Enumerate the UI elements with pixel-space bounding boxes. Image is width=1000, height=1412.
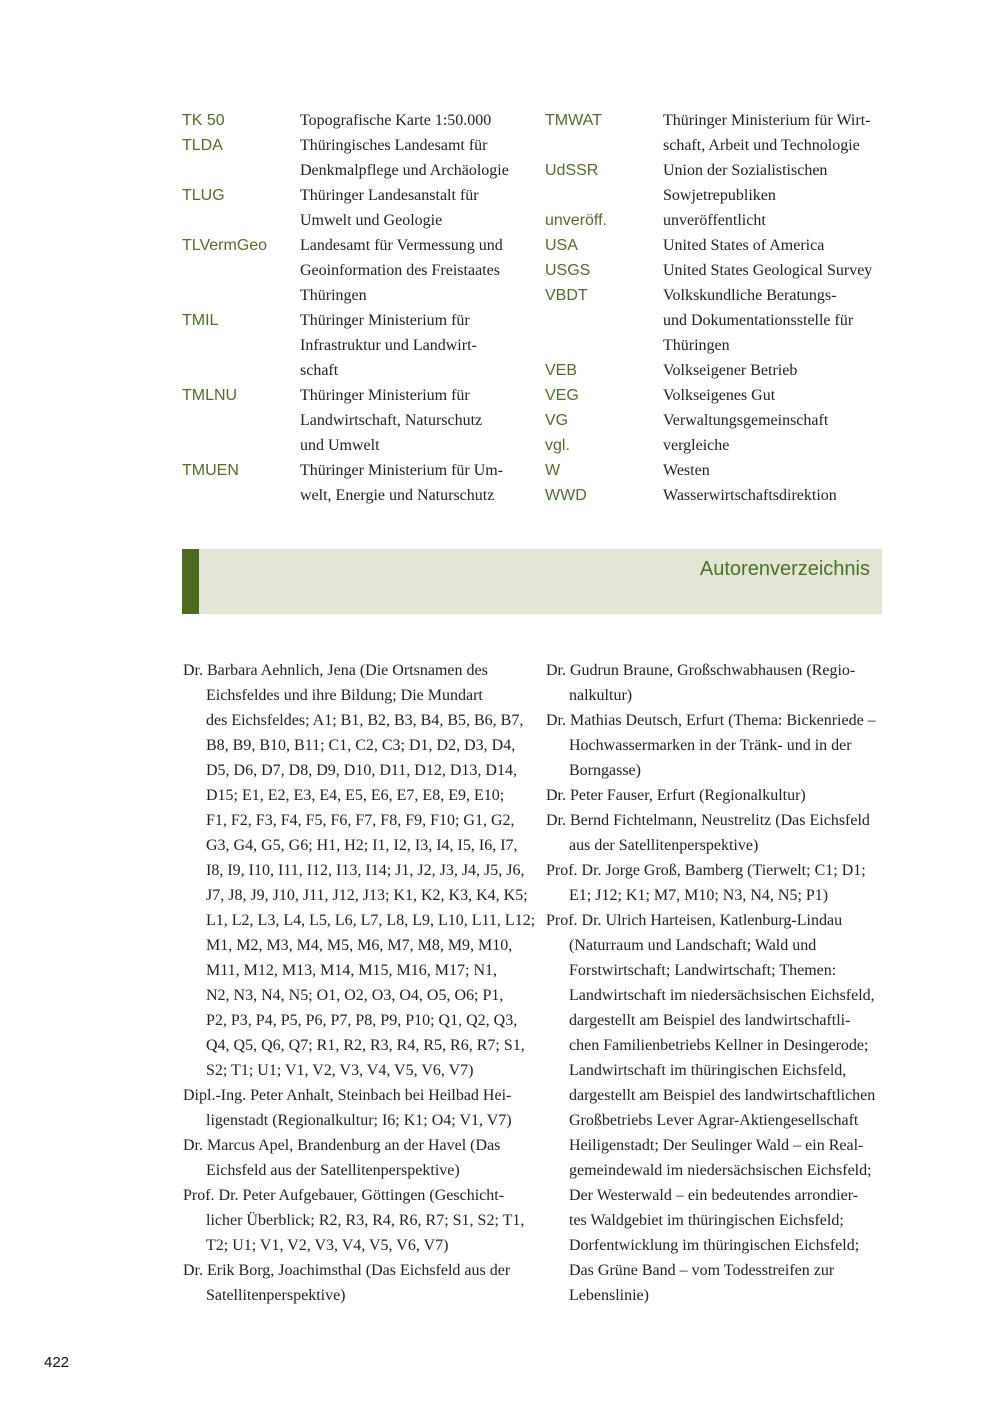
author-entry-line: D15; E1, E2, E3, E4, E5, E6, E7, E8, E9, E10;	[206, 787, 505, 804]
author-entry-line: Dr. Erik Borg, Joachimsthal (Das Eichsfeld aus der	[183, 1262, 511, 1279]
author-entry-line: Großbetriebs Lever Agrar-Aktiengesellschaft	[569, 1112, 859, 1129]
abbreviation-row	[545, 158, 890, 208]
author-entry-line: Dr. Marcus Apel, Brandenburg an der Havel (Das	[183, 1137, 501, 1154]
author-entry-line: Q4, Q5, Q6, Q7; R1, R2, R3, R4, R5, R6, R7; S1,	[206, 1037, 525, 1054]
author-entry-line: (Naturraum und Landschaft; Wald und	[569, 937, 817, 954]
author-entry-line: Satellitenperspektive)	[206, 1287, 346, 1304]
abbreviation-key: UdSSR	[545, 162, 599, 179]
abbreviation-meaning	[300, 458, 527, 508]
author-entry-line: D5, D6, D7, D8, D9, D10, D11, D12, D13, D14,	[206, 762, 517, 779]
abbreviation-row	[545, 458, 890, 483]
author-entry-line: L1, L2, L3, L4, L5, L6, L7, L8, L9, L10, L11, L12;	[206, 912, 536, 929]
author-entry-line: T2; U1; V1, V2, V3, V4, V5, V6, V7)	[206, 1237, 449, 1254]
abbreviation-meaning-line: Thüringer Ministerium für Um-	[300, 462, 504, 479]
author-entry-line: G3, G4, G5, G6; H1, H2; I1, I2, I3, I4, I5, I6, I7,	[206, 837, 518, 854]
author-entry-line: I8, I9, I10, I11, I12, I13, I14; J1, J2, J3, J4, J5, J6,	[206, 862, 525, 879]
author-entry-line: Lebenslinie)	[569, 1287, 649, 1304]
abbreviation-meaning-line: vergleiche	[663, 437, 730, 454]
abbreviation-meaning-line: und Umwelt	[300, 437, 380, 454]
abbreviation-meaning-line: Geoinformation des Freistaates	[300, 262, 500, 279]
author-entry-line: Dipl.-Ing. Peter Anhalt, Steinbach bei Heilbad Hei-	[183, 1087, 512, 1104]
abbreviation-meaning	[663, 258, 890, 283]
author-entry-line: B8, B9, B10, B11; C1, C2, C3; D1, D2, D3, D4,	[206, 737, 516, 754]
abbreviation-meaning-line: welt, Energie und Naturschutz	[300, 487, 495, 504]
author-entry	[546, 808, 891, 858]
abbreviation-key: TLVermGeo	[182, 237, 268, 254]
abbreviation-row	[545, 258, 890, 283]
abbreviation-meaning-line: Westen	[663, 462, 710, 479]
abbreviation-meaning-line: und Dokumentationsstelle für	[663, 312, 854, 329]
abbreviation-row	[182, 183, 527, 233]
author-entry-line: M1, M2, M3, M4, M5, M6, M7, M8, M9, M10,	[206, 937, 513, 954]
author-entry-line: Der Westerwald – ein bedeutendes arrondier-	[569, 1187, 859, 1204]
author-entry-line: Dr. Bernd Fichtelmann, Neustrelitz (Das Eichsfeld	[546, 812, 870, 829]
abbreviation-meaning-line: United States of America	[663, 237, 825, 254]
abbreviation-meaning	[663, 208, 890, 233]
author-entry-line: aus der Satellitenperspektive)	[569, 837, 759, 854]
author-entry-line: Heiligenstadt; Der Seulinger Wald – ein Real-	[569, 1137, 864, 1154]
section-heading-accent	[182, 549, 199, 614]
abbreviations-left-column	[182, 108, 527, 508]
abbreviation-key: VG	[545, 412, 569, 429]
author-entry	[546, 783, 891, 808]
abbreviation-meaning-line: schaft	[300, 362, 339, 379]
author-entry-line: dargestellt am Beispiel des landwirtschaftli-	[569, 1012, 851, 1029]
abbreviation-meaning-line: Volkseigener Betrieb	[663, 362, 798, 379]
author-entry	[183, 1133, 528, 1183]
abbreviation-row	[545, 483, 890, 508]
abbreviation-key: VEG	[545, 387, 579, 404]
abbreviation-key: WWD	[545, 487, 587, 504]
abbreviation-meaning-line: Thüringen	[300, 287, 367, 304]
author-entry-line: nalkultur)	[569, 687, 633, 704]
author-entry-line: F1, F2, F3, F4, F5, F6, F7, F8, F9, F10; G1, G2,	[206, 812, 515, 829]
abbreviation-key: TMUEN	[182, 462, 239, 479]
abbreviation-meaning-line: Landesamt für Vermessung und	[300, 237, 503, 254]
abbreviation-meaning	[663, 433, 890, 458]
abbreviation-meaning	[300, 108, 527, 133]
abbreviation-key: VBDT	[545, 287, 588, 304]
abbreviation-key: W	[545, 462, 561, 479]
author-entry-line: licher Überblick; R2, R3, R4, R6, R7; S1, S2; T1,	[206, 1212, 525, 1229]
abbreviation-meaning	[300, 183, 527, 233]
abbreviation-key: VEB	[545, 362, 578, 379]
abbreviation-meaning	[663, 358, 890, 383]
author-entry-line: gemeindewald im niedersächsischen Eichsfeld;	[569, 1162, 872, 1179]
abbreviation-key: TK 50	[182, 112, 225, 129]
abbreviation-row	[182, 233, 527, 308]
abbreviation-meaning-line: Verwaltungsgemeinschaft	[663, 412, 829, 429]
abbreviation-meaning-line: Thüringer Ministerium für Wirt-	[663, 112, 871, 129]
abbreviation-meaning-line: Denkmalpflege und Archäologie	[300, 162, 509, 179]
abbreviation-meaning	[300, 308, 527, 383]
abbreviation-meaning	[663, 233, 890, 258]
page-number: 422	[44, 1354, 70, 1371]
abbreviation-meaning-line: Topografische Karte 1:50.000	[300, 112, 492, 129]
abbreviation-row	[545, 283, 890, 358]
abbreviation-row	[545, 208, 890, 233]
abbreviation-row	[182, 458, 527, 508]
author-entry-line: des Eichsfeldes; A1; B1, B2, B3, B4, B5, B6, B7,	[206, 712, 524, 729]
abbreviation-meaning-line: Volkskundliche Beratungs-	[663, 287, 837, 304]
author-entry-line: Landwirtschaft im thüringischen Eichsfeld,	[569, 1062, 847, 1079]
abbreviation-key: TMIL	[182, 312, 219, 329]
abbreviation-key: TMLNU	[182, 387, 238, 404]
abbreviation-row	[545, 408, 890, 433]
author-entry-line: Dorfentwicklung im thüringischen Eichsfeld;	[569, 1237, 860, 1254]
abbreviation-meaning	[300, 383, 527, 458]
abbreviation-key: vgl.	[545, 437, 570, 454]
author-entry	[546, 858, 891, 908]
abbreviation-row	[545, 108, 890, 158]
abbreviation-row	[182, 383, 527, 458]
abbreviation-meaning-line: unveröffentlicht	[663, 212, 766, 229]
abbreviation-meaning-line: Wasserwirtschaftsdirektion	[663, 487, 837, 504]
author-entry-line: Landwirtschaft im niedersächsischen Eichsfeld,	[569, 987, 875, 1004]
abbreviation-row	[545, 383, 890, 408]
author-entry-line: Dr. Gudrun Braune, Großschwabhausen (Regio-	[546, 662, 856, 679]
author-entry-line: J7, J8, J9, J10, J11, J12, J13; K1, K2, K3, K4, K5;	[206, 887, 528, 904]
abbreviation-row	[182, 133, 527, 183]
author-entry-line: chen Familienbetriebs Kellner in Desingerode;	[569, 1037, 869, 1054]
author-entry-line: Das Grüne Band – vom Todesstreifen zur	[569, 1262, 835, 1279]
author-entry-line: Borngasse)	[569, 762, 641, 779]
abbreviation-meaning-line: Thüringen	[663, 337, 730, 354]
abbreviation-meaning-line: Thüringer Ministerium für	[300, 312, 470, 329]
abbreviation-meaning	[663, 383, 890, 408]
abbreviation-meaning	[663, 108, 890, 158]
abbreviation-row	[545, 433, 890, 458]
abbreviation-row	[545, 233, 890, 258]
authors-left-column	[183, 658, 536, 1308]
abbreviation-meaning-line: Landwirtschaft, Naturschutz	[300, 412, 483, 429]
section-heading-bar	[182, 549, 882, 614]
abbreviation-key: USA	[545, 237, 578, 254]
authors-right-column	[546, 658, 891, 1308]
author-entry-line: S2; T1; U1; V1, V2, V3, V4, V5, V6, V7)	[206, 1062, 474, 1079]
abbreviation-row	[545, 358, 890, 383]
author-entry-line: M11, M12, M13, M14, M15, M16, M17; N1,	[206, 962, 497, 979]
abbreviation-meaning	[663, 283, 890, 358]
abbreviation-meaning-line: Umwelt und Geologie	[300, 212, 443, 229]
author-entry-line: Prof. Dr. Peter Aufgebauer, Göttingen (Geschicht-	[183, 1187, 505, 1204]
author-entry	[183, 1083, 528, 1133]
abbreviation-meaning-line: Volkseigenes Gut	[663, 387, 776, 404]
abbreviation-meaning-line: schaft, Arbeit und Technologie	[663, 137, 860, 154]
author-entry-line: Dr. Barbara Aehnlich, Jena (Die Ortsnamen des	[183, 662, 488, 679]
author-entry-line: tes Waldgebiet im thüringischen Eichsfeld;	[569, 1212, 844, 1229]
abbreviation-meaning-line: Sowjetrepubliken	[663, 187, 776, 204]
abbreviation-meaning-line: Infrastruktur und Landwirt-	[300, 337, 477, 354]
abbreviations-right-column	[545, 108, 890, 508]
abbreviation-meaning	[300, 133, 527, 183]
abbreviation-key: USGS	[545, 262, 591, 279]
author-entry	[546, 658, 891, 708]
abbreviation-key: TLUG	[182, 187, 225, 204]
author-entry-line: E1; J12; K1; M7, M10; N3, N4, N5; P1)	[569, 887, 829, 904]
abbreviation-key: TLDA	[182, 137, 223, 154]
author-entry-line: Hochwassermarken in der Tränk- und in der	[569, 737, 852, 754]
abbreviation-meaning	[300, 233, 527, 308]
abbreviation-meaning	[663, 158, 890, 208]
author-entry	[183, 658, 536, 1083]
abbreviation-meaning	[663, 408, 890, 433]
author-entry-line: Dr. Peter Fauser, Erfurt (Regionalkultur)	[546, 787, 806, 804]
author-entry-line: Eichsfeldes und ihre Bildung; Die Mundart	[206, 687, 483, 704]
author-entry	[183, 1258, 528, 1308]
author-entry-line: Eichsfeld aus der Satellitenperspektive)	[206, 1162, 460, 1179]
abbreviation-meaning-line: United States Geological Survey	[663, 262, 873, 279]
abbreviation-key: unveröff.	[545, 212, 607, 229]
author-entry	[183, 1183, 528, 1258]
abbreviation-meaning-line: Union der Sozialistischen	[663, 162, 828, 179]
author-entry-line: Forstwirtschaft; Landwirtschaft; Themen:	[569, 962, 837, 979]
abbreviation-meaning	[663, 483, 890, 508]
abbreviation-meaning-line: Thüringer Landesanstalt für	[300, 187, 479, 204]
author-entry	[546, 708, 891, 783]
author-entry-line: Prof. Dr. Ulrich Harteisen, Katlenburg-Lindau	[546, 912, 843, 929]
author-entry-line: Dr. Mathias Deutsch, Erfurt (Thema: Bickenriede –	[546, 712, 876, 729]
author-entry-line: Prof. Dr. Jorge Groß, Bamberg (Tierwelt; C1; D1;	[546, 862, 866, 879]
abbreviation-meaning-line: Thüringer Ministerium für	[300, 387, 470, 404]
abbreviation-meaning	[663, 458, 890, 483]
author-entry-line: N2, N3, N4, N5; O1, O2, O3, O4, O5, O6; P1,	[206, 987, 504, 1004]
author-entry-line: ligenstadt (Regionalkultur; I6; K1; O4; V1, V7)	[206, 1112, 512, 1129]
author-entry-line: dargestellt am Beispiel des landwirtschaftlichen	[569, 1087, 876, 1104]
abbreviation-row	[182, 308, 527, 383]
abbreviation-key: TMWAT	[545, 112, 602, 129]
author-entry-line: P2, P3, P4, P5, P6, P7, P8, P9, P10; Q1, Q2, Q3,	[206, 1012, 518, 1029]
author-entry	[546, 908, 891, 1308]
abbreviation-meaning-line: Thüringisches Landesamt für	[300, 137, 488, 154]
abbreviation-row	[182, 108, 527, 133]
section-title: Autorenverzeichnis	[699, 558, 870, 580]
